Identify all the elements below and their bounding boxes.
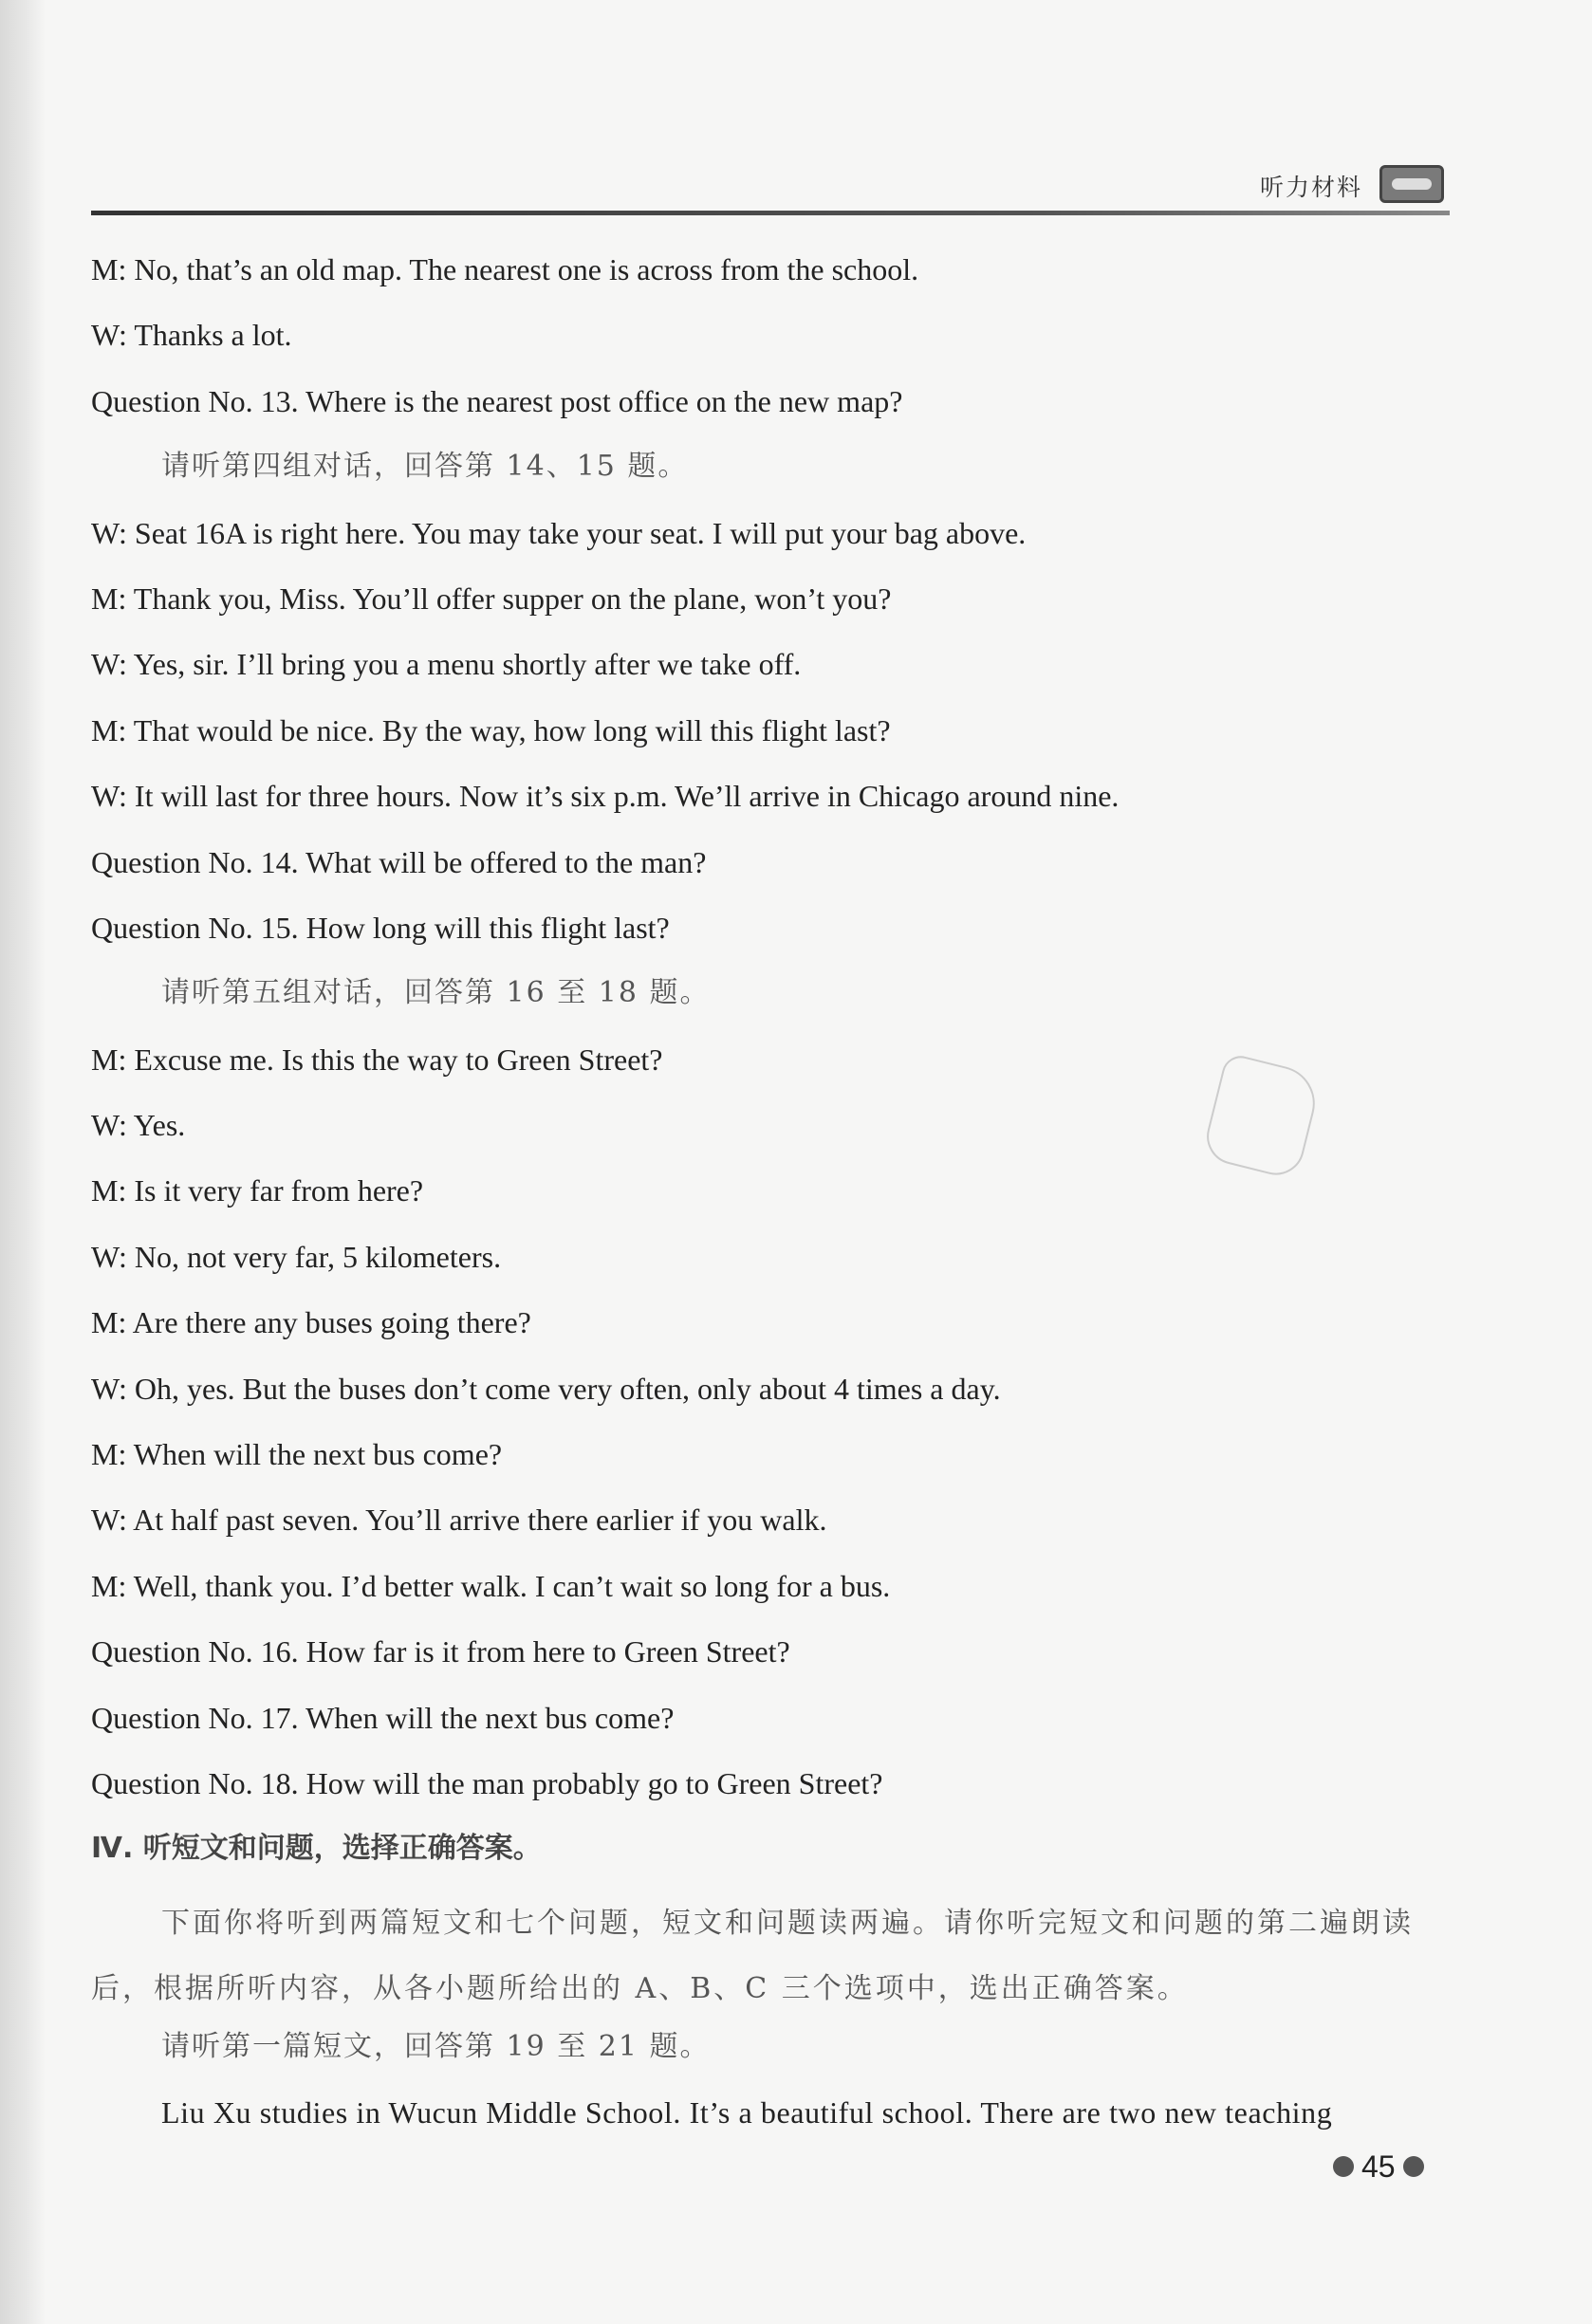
transcript-line: M: Are there any buses going there?	[91, 1305, 531, 1340]
section-heading: Ⅳ. 听短文和问题，选择正确答案。	[91, 1832, 542, 1866]
transcript-line: W: Oh, yes. But the buses don’t come very often, only about 4 times a day.	[91, 1371, 1001, 1406]
bullet-icon	[1403, 2156, 1424, 2177]
transcript-line: W: At half past seven. You’ll arrive there earlier if you walk.	[91, 1503, 827, 1538]
section-instructions: 下面你将听到两篇短文和七个问题，短文和问题读两遍。请你听完短文和问题的第二遍朗读后，根据所听内容，从各小题所给出的 A、B、C 三个选项中，选出正确答案。	[91, 1906, 1414, 2006]
page-number-text: 45	[1361, 2149, 1396, 2184]
question-line: Question No. 17. When will the next bus come?	[91, 1700, 675, 1735]
dialogue-prompt: 请听第五组对话，回答第 16 至 18 题。	[161, 976, 711, 1010]
question-line: Question No. 14. What will be offered to the man?	[91, 844, 707, 879]
transcript	[91, 245, 1450, 2153]
transcript-line: W: Yes, sir. I’ll bring you a menu shortly after we take off.	[91, 647, 802, 682]
transcript-line: M: No, that’s an old map. The nearest one is across from the school.	[91, 252, 919, 286]
page-number	[1333, 2146, 1424, 2187]
transcript-line: W: Thanks a lot.	[91, 318, 292, 353]
question-line: Question No. 13. Where is the nearest post office on the new map?	[91, 383, 903, 418]
cassette-icon	[1379, 165, 1444, 203]
passage-prompt: 请听第一篇短文，回答第 19 至 21 题。	[161, 2029, 711, 2063]
transcript-line: W: It will last for three hours. Now it’s six p.m. We’ll arrive in Chicago around nine.	[91, 779, 1120, 814]
transcript-line: M: When will the next bus come?	[91, 1437, 503, 1472]
section-title: 听力材料	[1259, 174, 1362, 201]
bullet-icon	[1333, 2156, 1354, 2177]
question-line: Question No. 18. How will the man probably go to Green Street?	[91, 1765, 883, 1800]
dialogue-prompt: 请听第四组对话，回答第 14、15 题。	[161, 450, 689, 484]
transcript-line: M: Excuse me. Is this the way to Green Street?	[91, 1042, 663, 1077]
transcript-line: M: Thank you, Miss. You’ll offer supper on the plane, won’t you?	[91, 581, 892, 616]
transcript-line: M: Well, thank you. I’d better walk. I can’t wait so long for a bus.	[91, 1568, 891, 1603]
transcript-line: M: That would be nice. By the way, how long will this flight last?	[91, 712, 891, 747]
transcript-line: M: Is it very far from here?	[91, 1173, 424, 1208]
page-header	[91, 152, 1450, 220]
transcript-line: W: Yes.	[91, 1108, 186, 1143]
header-divider	[91, 211, 1450, 215]
torn-page-edge	[0, 0, 46, 2324]
transcript-line: W: No, not very far, 5 kilometers.	[91, 1239, 502, 1274]
transcript-line: W: Seat 16A is right here. You may take your seat. I will put your bag above.	[91, 515, 1027, 550]
question-line: Question No. 16. How far is it from here to Green Street?	[91, 1634, 790, 1669]
passage-text: Liu Xu studies in Wucun Middle School. It’s a beautiful school. There are two new teaching	[161, 2094, 1333, 2130]
question-line: Question No. 15. How long will this flight last?	[91, 910, 670, 945]
